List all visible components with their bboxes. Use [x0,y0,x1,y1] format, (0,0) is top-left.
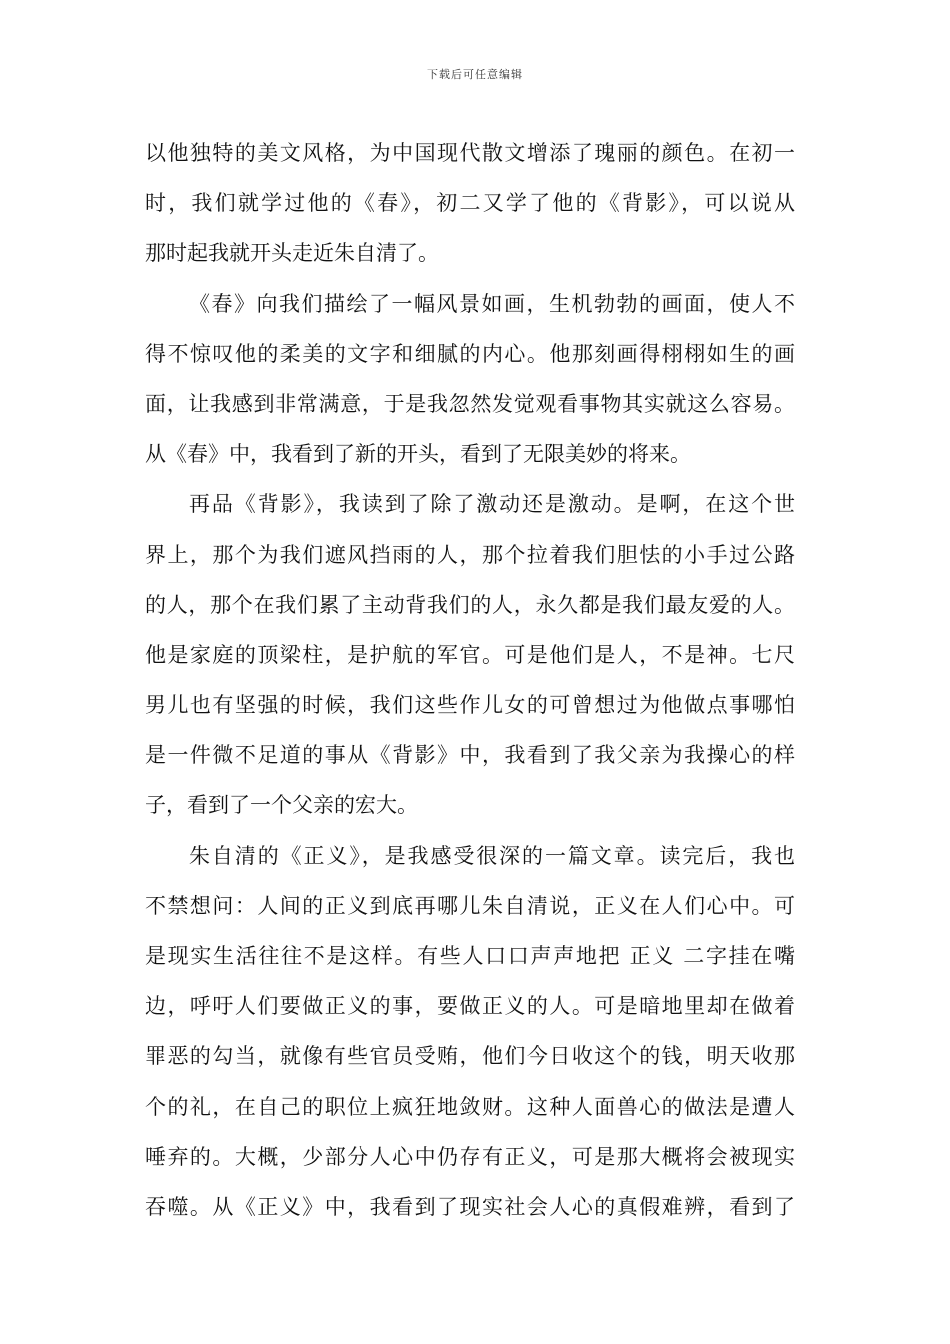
text-line: 的人，那个在我们累了主动背我们的人，永久都是我们最友爱的人。 [145,592,795,617]
body-text [145,128,795,1232]
text-line: 唾弃的。大概，少部分人心中仍存有正义，可是那大概将会被现实 [145,1144,795,1169]
text-line: 是一件微不足道的事从《背影》中，我看到了我父亲为我操心的样 [145,743,795,768]
text-line: 朱自清的《正义》，是我感受很深的一篇文章。读完后，我也 [189,843,795,868]
text-line: 从《春》中，我看到了新的开头，看到了无限美妙的将来。 [145,442,691,467]
text-line: 那时起我就开头走近朱自清了。 [145,241,439,266]
text-line: 界上，那个为我们遮风挡雨的人，那个拉着我们胆怯的小手过公路 [145,542,795,567]
text-line: 吞噬。从《正义》中，我看到了现实社会人心的真假难辨，看到了 [145,1194,795,1219]
text-line: 他是家庭的顶梁柱，是护航的军官。可是他们是人，不是神。七尺 [145,642,795,667]
text-line: 不禁想问：人间的正义到底再哪儿朱自清说，正义在人们心中。可 [145,893,795,918]
text-line: 以他独特的美文风格，为中国现代散文增添了瑰丽的颜色。在初一 [145,141,795,165]
text-line: 罪恶的勾当，就像有些官员受贿，他们今日收这个的钱，明天收那 [145,1044,795,1069]
text-line: 子，看到了一个父亲的宏大。 [145,793,418,818]
text-line: 《春》向我们描绘了一幅风景如画，生机勃勃的画面，使人不 [189,291,795,316]
text-line: 男儿也有坚强的时候，我们这些作儿女的可曾想过为他做点事哪怕 [145,693,795,718]
text-line: 是现实生活往往不是这样。有些人口口声声地把 正义 二字挂在嘴 [145,944,795,968]
text-line: 再品《背影》，我读到了除了激动还是激动。是啊，在这个世 [189,492,795,517]
page-header: 下载后可任意编辑 [427,68,523,81]
text-line: 得不惊叹他的柔美的文字和细腻的内心。他那刻画得栩栩如生的画 [145,341,795,366]
text-line: 时，我们就学过他的《春》，初二又学了他的《背影》，可以说从 [145,191,795,216]
text-line: 边，呼吁人们要做正义的事，要做正义的人。可是暗地里却在做着 [145,994,795,1019]
text-line: 个的礼，在自己的职位上疯狂地敛财。这种人面兽心的做法是遭人 [145,1094,795,1119]
text-line: 面，让我感到非常满意，于是我忽然发觉观看事物其实就这么容易。 [145,391,795,416]
